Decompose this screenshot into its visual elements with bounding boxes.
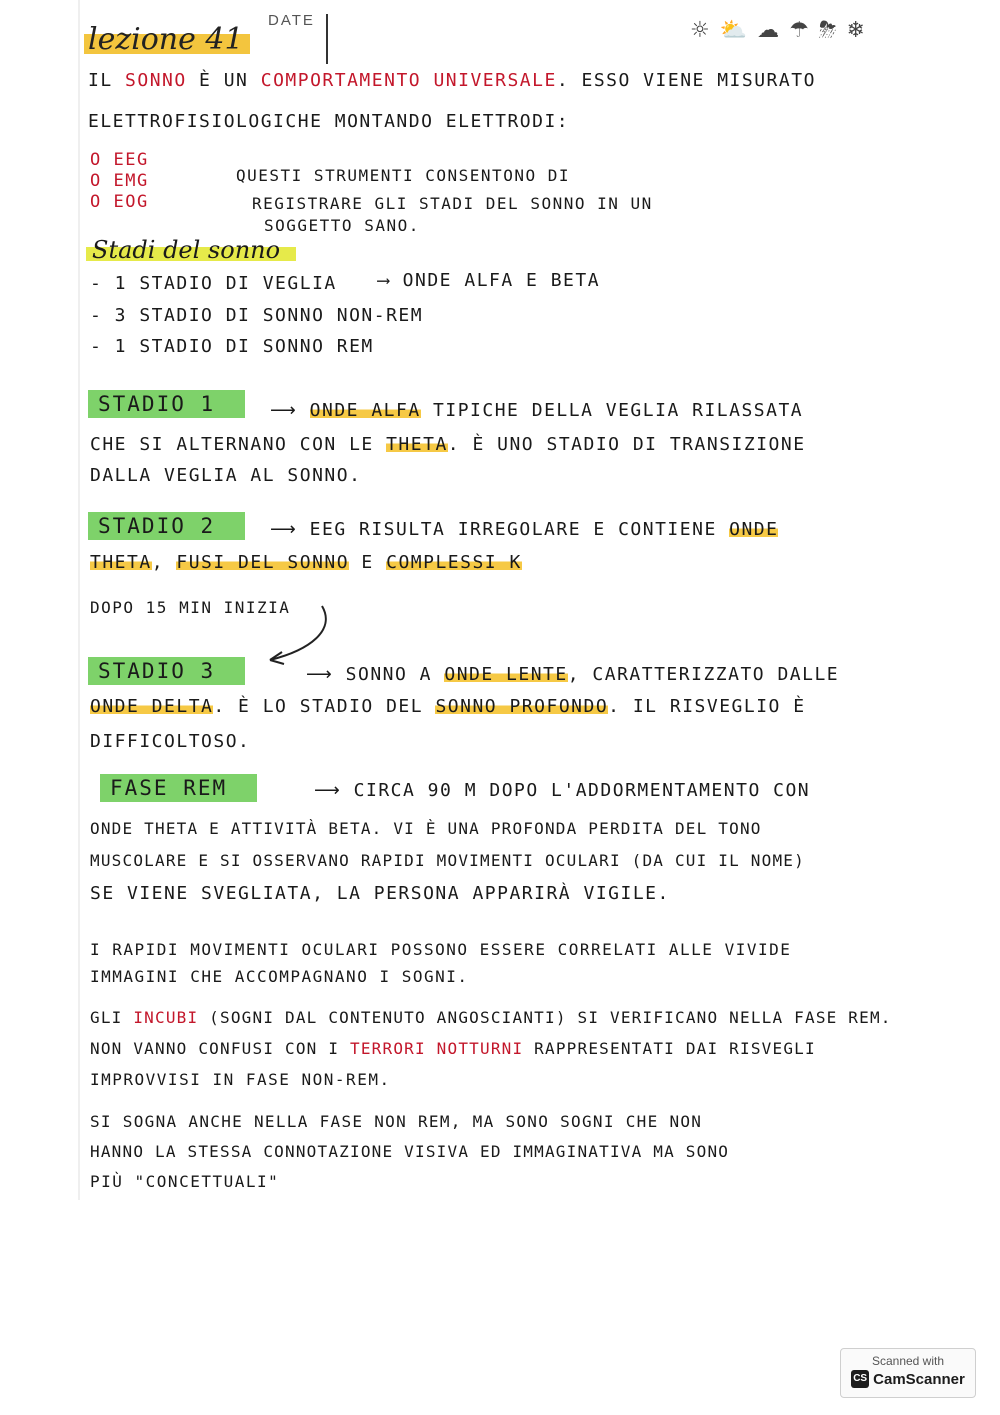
instruments-note-2: REGISTRARE GLI STADI DEL SONNO IN UN	[252, 194, 653, 213]
date-label: DATE	[268, 12, 315, 29]
para-2-line-2: NON VANNO CONFUSI CON I TERRORI NOTTURNI RAPPRESENTATI DAI RISVEGLI	[90, 1039, 816, 1058]
stadi-list-3: - 1 STADIO DI SONNO REM	[90, 336, 374, 357]
instrument-eeg: O EEG	[90, 150, 149, 170]
lesson-title: lezione 41	[84, 22, 250, 57]
para-2-line-3: IMPROVVISI IN FASE NON-REM.	[90, 1070, 391, 1089]
intro-line-1: IL SONNO È UN COMPORTAMENTO UNIVERSALE. ESSO VIENE MISURATO	[88, 70, 816, 91]
page-margin	[78, 0, 80, 1200]
stadio-1-line-2: CHE SI ALTERNANO CON LE THETA. È UNO STADIO DI TRANSIZIONE	[90, 434, 806, 455]
instruments-note-1: QUESTI STRUMENTI CONSENTONO DI	[236, 166, 570, 185]
fase-rem-line-4: SE VIENE SVEGLIATA, LA PERSONA APPARIRÀ VIGILE.	[90, 883, 670, 904]
stadio-2-line-1: ⟶ EEG RISULTA IRREGOLARE E CONTIENE ONDE	[270, 519, 779, 540]
stadio-3-label: STADIO 3	[88, 657, 245, 685]
stadio-1-line-1: ⟶ ONDE ALFA TIPICHE DELLA VEGLIA RILASSATA	[270, 400, 804, 421]
watermark-caption: Scanned with	[871, 1354, 945, 1368]
instruments-note-3: SOGGETTO SANO.	[264, 216, 420, 235]
fase-rem-line-1: ⟶ CIRCA 90 M DOPO L'ADDORMENTAMENTO CON	[314, 780, 811, 801]
stadi-heading: Stadi del sonno	[86, 236, 296, 264]
stadio-3-line-2: ONDE DELTA. È LO STADIO DEL SONNO PROFONDO. IL RISVEGLIO È	[90, 696, 806, 717]
stadi-list-1: - 1 STADIO DI VEGLIA	[90, 273, 337, 294]
weather-icons	[690, 18, 865, 43]
camscanner-logo-icon: CS	[851, 1370, 869, 1388]
instrument-eog: O EOG	[90, 192, 149, 212]
stadio-3-line-1: ⟶ SONNO A ONDE LENTE, CARATTERIZZATO DALLE	[306, 664, 840, 685]
fase-rem-line-3: MUSCOLARE E SI OSSERVANO RAPIDI MOVIMENTI OCULARI (DA CUI IL NOME)	[90, 851, 805, 870]
partly-cloudy-icon: ⛅	[719, 18, 748, 43]
para-1-line-1: I RAPIDI MOVIMENTI OCULARI POSSONO ESSERE CORRELATI ALLE VIVIDE	[90, 940, 792, 959]
snow-icon: ❄	[846, 18, 865, 43]
fase-rem-label: FASE REM	[100, 774, 257, 802]
sun-icon: ☼	[690, 18, 710, 43]
para-2-line-1: GLI INCUBI (SOGNI DAL CONTENUTO ANGOSCIANTI) SI VERIFICANO NELLA FASE REM.	[90, 1008, 892, 1027]
date-divider	[326, 14, 328, 64]
fase-rem-line-2: ONDE THETA E ATTIVITÀ BETA. VI È UNA PROFONDA PERDITA DEL TONO	[90, 819, 762, 838]
watermark-brand: CamScanner	[873, 1370, 965, 1388]
instrument-emg: O EMG	[90, 171, 149, 191]
stadio-1-label: STADIO 1	[88, 390, 245, 418]
para-3-line-2: HANNO LA STESSA CONNOTAZIONE VISIVA ED IMMAGINATIVA MA SONO	[90, 1142, 730, 1161]
cloud-icon: ☁	[757, 18, 780, 43]
stadio-1-line-3: DALLA VEGLIA AL SONNO.	[90, 465, 362, 486]
para-1-line-2: IMMAGINI CHE ACCOMPAGNANO I SOGNI.	[90, 967, 469, 986]
stadio-2-label: STADIO 2	[88, 512, 245, 540]
camscanner-watermark	[840, 1348, 976, 1398]
storm-icon: ⛈	[818, 18, 837, 43]
connector-arrow-icon	[260, 600, 340, 670]
stadi-list-2: - 3 STADIO DI SONNO NON-REM	[90, 305, 424, 326]
stadio-2-note: DOPO 15 MIN INIZIA	[90, 598, 291, 617]
stadio-3-line-3: DIFFICOLTOSO.	[90, 731, 251, 752]
stadio-2-line-2: THETA, FUSI DEL SONNO E COMPLESSI K	[90, 552, 522, 573]
stadi-list-1-note: ⟶ ONDE ALFA E BETA	[378, 270, 601, 291]
rain-icon: ☂	[789, 18, 809, 43]
intro-line-2: ELETTROFISIOLOGICHE MONTANDO ELETTRODI:	[88, 111, 570, 132]
para-3-line-1: SI SOGNA ANCHE NELLA FASE NON REM, MA SONO SOGNI CHE NON	[90, 1112, 703, 1131]
para-3-line-3: PIÙ "CONCETTUALI"	[90, 1172, 280, 1191]
